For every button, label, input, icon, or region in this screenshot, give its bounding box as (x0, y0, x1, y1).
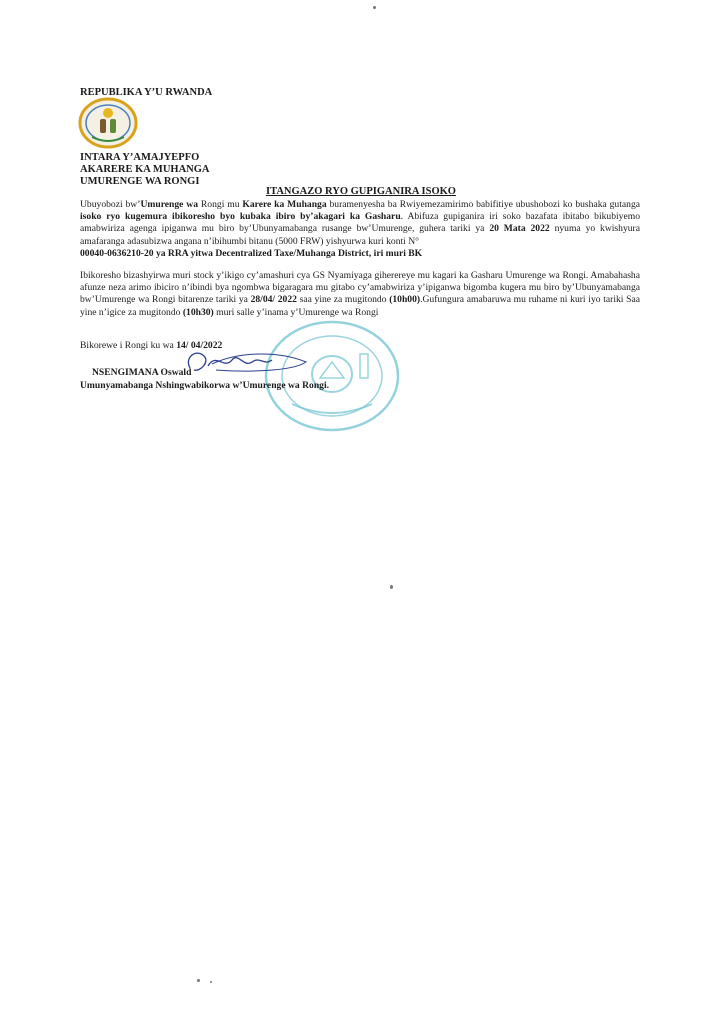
district-heading: AKARERE KA MUHANGA (80, 164, 210, 175)
scan-speck (197, 979, 200, 982)
tender-paragraph-2: Ibikoresho bizashyirwa muri stock y’ikigo cy’amashuri cya GS Nyamiyaga giherereye mu kagari ka Gasharu Umurenge wa Rongi. Amabahasha afunze neza arimo ibiciro n’ibindi bya ngombwa bigaragara mu gitabo cy’amabwiriza y’ipiganwa bigomba kugera mu biro by’Ubunyamabanga bw’Umurenge wa Rongi bitarenze tariki ya 28/04/ 2022 saa yine za mugitondo (10h00).Gufungura amabaruwa mu ruhame ni kuri iyo tariki Saa yine n’igice za mugitondo (10h30) muri salle y’inama y’Umurenge wa Rongi (80, 270, 640, 318)
notice-title: ITANGAZO RYO GUPIGANIRA ISOKO (266, 186, 456, 197)
sector-heading: UMURENGE WA RONGI (80, 176, 200, 187)
scan-speck (210, 981, 212, 983)
province-heading: INTARA Y’AMAJYEPFO (80, 152, 200, 163)
republic-heading: REPUBLIKA Y’U RWANDA (80, 87, 213, 98)
scan-speck (390, 585, 393, 589)
handwritten-signature-icon (182, 342, 312, 382)
issue-date: 14/ 04/2022 (176, 340, 223, 351)
signatory-title: Umunyamabanga Nshingwabikorwa w’Umurenge wa Rongi. (80, 380, 330, 391)
rwanda-coat-of-arms-icon (78, 97, 138, 149)
tender-paragraph-1: Ubuyobozi bw’Umurenge wa Rongi mu Karere ka Muhanga buramenyesha ba Rwiyemezamirimo babifitiye ubushobozi ko bushaka gutanga isoko ryo kugemura ibikoresho byo kubaka ibiro by’akagari ka Gasharu. Abifuza gupiganira iri soko bazafata ibitabo bikubiyemo amabwiriza agenga ipiganwa mu biro by’Ubunyamabanga rusange bw’Umurenge, guhera tariki ya 20 Mata 2022 nyuma yo kwishyura amafaranga adasubizwa angana n’ibihumbi bitanu (5000 FRW) yishyurwa kuri konti N° 00040-0636210-20 ya RRA yitwa Decentralized Taxe/Muhanga District, iri muri BK (80, 199, 641, 259)
scan-speck (373, 6, 376, 9)
signatory-name: NSENGIMANA Oswald (92, 367, 192, 378)
issue-date-line: Bikorewe i Rongi ku wa 14/ 04/2022 (80, 340, 223, 351)
